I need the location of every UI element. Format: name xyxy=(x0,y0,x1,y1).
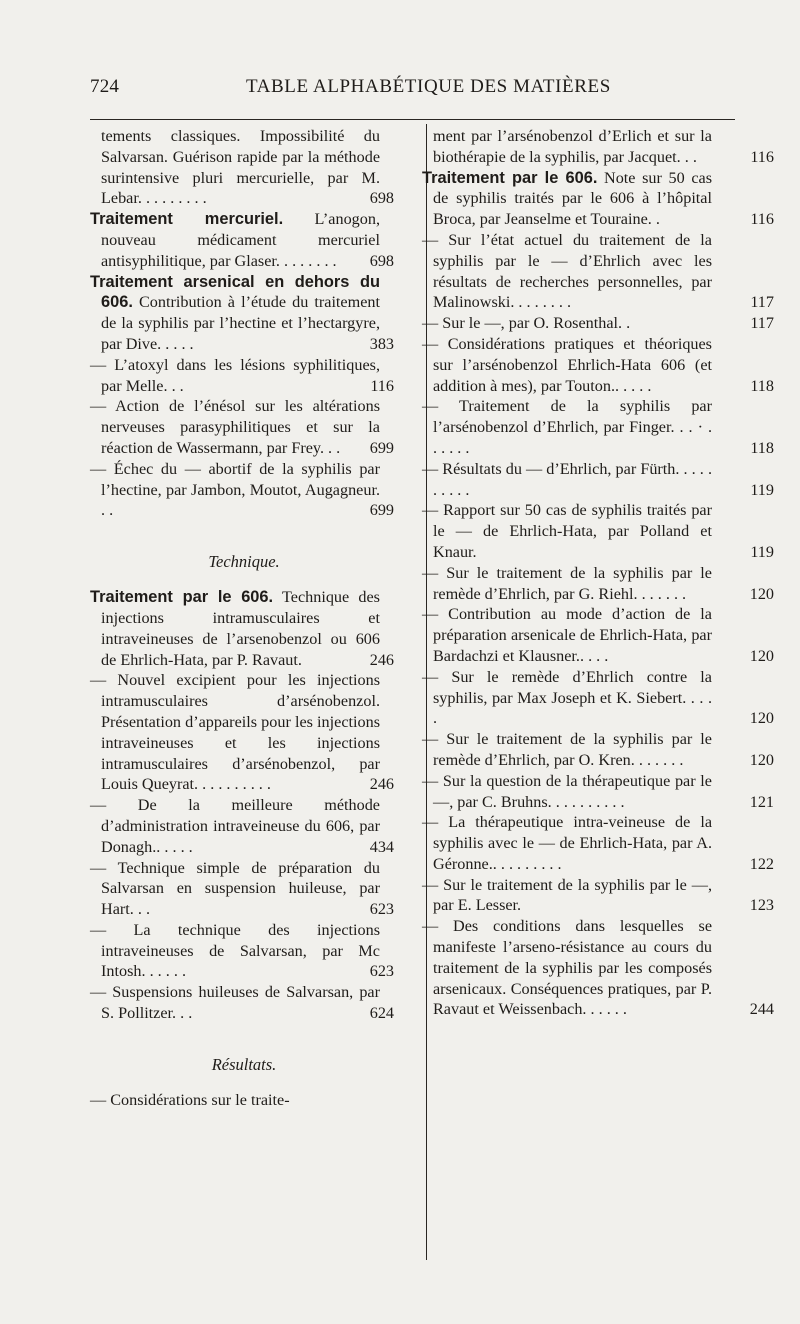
entry-text-block xyxy=(90,355,380,397)
entry-page-number: 122 xyxy=(749,854,774,873)
entries-group xyxy=(422,126,774,1020)
index-entry xyxy=(90,459,394,521)
entry-text: — Échec du — abortif de la syphilis par l’hectine, par Jambon, Moutot, Augagneur. . . xyxy=(90,459,380,520)
index-entry xyxy=(422,313,774,334)
entry-text: — Rapport sur 50 cas de syphilis traités par le — de Ehrlich-Hata, par Polland et Knaur. xyxy=(422,501,712,561)
entry-page-number: 246 xyxy=(369,775,394,794)
entry-page-number: 698 xyxy=(369,251,394,270)
index-entry xyxy=(422,771,774,813)
entry-text-block xyxy=(422,313,712,334)
index-entry xyxy=(90,272,394,355)
entry-page-number: 244 xyxy=(749,1000,774,1019)
entry-page-number: 116 xyxy=(370,376,394,395)
entry-text-block xyxy=(422,604,712,666)
entry-text: — Nouvel excipient pour les injections intramusculaires d’arsénobenzol. Présentation d’appareils pour les injections intraveineuses et les injections intramusculaires d’arsénobenzol, par Louis Queyrat. . . . . . . . . . xyxy=(90,671,380,794)
entry-text: — Considérations pratiques et théoriques sur l’arsénobenzol Ehrlich-Hata 606 (et addition à mes), par Touton.. . . . . xyxy=(422,334,712,395)
index-entry xyxy=(90,920,394,982)
entry-heading: Traitement arsenical en dehors du 606. xyxy=(90,272,380,312)
entry-heading: Traitement mercuriel. xyxy=(90,210,284,229)
entry-page-number: 116 xyxy=(750,210,774,229)
entry-page-number: 123 xyxy=(749,896,774,915)
index-entry xyxy=(422,563,774,605)
entry-text: Note sur 50 cas de syphilis traités par le 606 à l’hôpital Broca, par Jeanselme et Touraine. . xyxy=(433,168,712,229)
entry-page-number: 121 xyxy=(749,792,774,811)
entry-page-number: 623 xyxy=(369,962,394,981)
index-entry xyxy=(422,168,774,230)
page-header xyxy=(0,76,800,106)
entry-page-number: 434 xyxy=(369,837,394,856)
entry-text: Contribution à l’étude du traitement de la syphilis par l’hectine et l’hectargyre, par Dive. . . . . xyxy=(101,293,380,353)
entry-text: — Sur le traitement de la syphilis par le remède d’Ehrlich, par O. Kren. . . . . . . xyxy=(422,730,712,769)
entry-text-block xyxy=(90,209,380,271)
entry-text: L’anogon, nouveau médicament mercuriel antisyphilitique, par Glaser. . . . . . . . xyxy=(101,210,380,270)
entry-text-block xyxy=(422,396,712,458)
subsection-heading-technique: Technique. xyxy=(208,552,280,572)
index-entry xyxy=(90,1090,380,1111)
entry-page-number: 120 xyxy=(749,709,774,728)
entry-text-block xyxy=(90,459,380,521)
running-title: TABLE ALPHABÉTIQUE DES MATIÈRES xyxy=(246,76,611,97)
entry-text: — Sur le traitement de la syphilis par le —, par E. Lesser. xyxy=(422,875,712,915)
entry-page-number: 120 xyxy=(749,646,774,665)
entry-text-block xyxy=(422,563,712,605)
entry-text-block xyxy=(422,667,712,729)
index-entry xyxy=(90,982,394,1024)
entry-text-block xyxy=(422,126,712,168)
index-entry xyxy=(422,916,774,1020)
entry-text-block xyxy=(90,670,380,795)
index-entry xyxy=(422,604,774,666)
entry-text: Technique des injections intramusculaires et intraveineuses de l’arsenobenzol ou 606 de Ehrlich-Hata, par P. Ravaut. xyxy=(101,588,380,669)
entry-text: — Contribution au mode d’action de la préparation arsenicale de Ehrlich-Hata, par Bardachzi et Klausner.. . . . xyxy=(422,605,712,665)
entry-page-number: 119 xyxy=(750,542,774,561)
right-column xyxy=(422,126,774,1020)
entry-page-number: 699 xyxy=(369,501,394,520)
index-entry xyxy=(422,334,774,396)
entry-text: — Sur le remède d’Ehrlich contre la syphilis, par Max Joseph et K. Siebert. . . . . xyxy=(422,667,712,728)
entry-text: — La technique des injections intraveineuses de Salvarsan, par Mc Intosh. . . . . . xyxy=(90,920,380,981)
index-entry xyxy=(422,729,774,771)
entry-text-block xyxy=(90,587,380,670)
entry-text: ment par l’arsénobenzol d’Erlich et sur la biothérapie de la syphilis, par Jacquet. . . xyxy=(433,127,712,166)
entry-text-block xyxy=(90,920,380,982)
entry-page-number: 623 xyxy=(369,900,394,919)
entry-page-number: 118 xyxy=(750,438,774,457)
entry-text: — La thérapeutique intra-veineuse de la syphilis avec le — de Ehrlich-Hata, par A. Géronne.. . . . . . . . . xyxy=(422,813,712,873)
index-entry xyxy=(90,355,394,397)
index-entry xyxy=(422,667,774,729)
entry-text: — Sur le —, par O. Rosenthal. . xyxy=(422,314,631,333)
entries-group xyxy=(90,126,394,521)
entries-group xyxy=(90,587,394,1024)
index-entry xyxy=(422,875,774,917)
page-number: 724 xyxy=(90,76,120,97)
index-entry xyxy=(422,126,774,168)
index-entry xyxy=(422,396,774,458)
entry-text-block xyxy=(90,795,380,857)
index-entry xyxy=(90,126,394,209)
index-entry xyxy=(90,795,394,857)
entry-text-block xyxy=(422,230,712,313)
entry-text: — Résultats du — d’Ehrlich, par Fürth. . . . . . . . . . xyxy=(422,459,712,499)
entry-text-block xyxy=(90,858,380,920)
entry-text: tements classiques. Impossibilité du Salvarsan. Guérison rapide par la méthode surintensive pluri mercurielle, par M. Lebar. . . . . . . . . xyxy=(101,127,380,208)
entry-text-block xyxy=(90,1090,380,1111)
entry-text-block xyxy=(422,812,712,874)
entry-text-block xyxy=(422,771,712,813)
entry-page-number: 120 xyxy=(749,750,774,769)
entry-text: — Des conditions dans lesquelles se manifeste l’arseno-résistance au cours du traitement de la syphilis par les composés arsenicaux. Conséquences pratiques, par P. Ravaut et Weissenbach. . . . . . xyxy=(422,917,712,1019)
entry-text: — Sur l’état actuel du traitement de la syphilis par le — d’Ehrlich avec les résultats de recherches personnelles, par Malinowski. . . . . . . . xyxy=(422,230,712,312)
entries-group xyxy=(90,1090,380,1111)
entry-text: — De la meilleure méthode d’administration intraveineuse du 606, par Donagh.. . . . . xyxy=(90,796,380,856)
header-rule xyxy=(90,119,735,120)
entry-heading: Traitement par le 606. xyxy=(90,588,274,607)
entry-text: — Sur le traitement de la syphilis par le remède d’Ehrlich, par G. Riehl. . . . . . . xyxy=(422,563,712,603)
entry-text-block xyxy=(422,916,712,1020)
entry-text-block xyxy=(90,982,380,1024)
entry-page-number: 118 xyxy=(750,376,774,395)
entry-page-number: 383 xyxy=(369,334,394,353)
entry-page-number: 119 xyxy=(750,480,774,499)
entry-text-block xyxy=(422,334,712,396)
index-entry xyxy=(90,209,394,271)
entry-text: — Action de l’énésol sur les altérations nerveuses parasyphilitiques et sur la réaction de Wassermann, par Frey. . . xyxy=(90,397,380,457)
index-entry xyxy=(90,858,394,920)
entry-text-block xyxy=(90,126,380,209)
entry-page-number: 624 xyxy=(369,1004,394,1023)
index-entry xyxy=(422,500,774,562)
entry-text: — Technique simple de préparation du Salvarsan en suspension huileuse, par Hart. . . xyxy=(90,858,380,919)
entry-text-block xyxy=(422,459,712,501)
entry-text-block xyxy=(90,272,380,355)
entry-text: — L’atoxyl dans les lésions syphilitiques, par Melle. . . xyxy=(90,355,380,395)
left-column xyxy=(90,126,394,1111)
index-entry xyxy=(90,396,394,458)
entry-text-block xyxy=(422,875,712,917)
entry-page-number: 117 xyxy=(750,293,774,312)
index-entry xyxy=(422,812,774,874)
entry-page-number: 117 xyxy=(750,314,774,333)
entry-page-number: 698 xyxy=(369,189,394,208)
entry-text: — Sur la question de la thérapeutique par le —, par C. Bruhns. . . . . . . . . . xyxy=(422,771,712,811)
index-entry xyxy=(90,670,394,795)
entry-text-block xyxy=(422,500,712,562)
entry-page-number: 120 xyxy=(749,584,774,603)
entry-page-number: 246 xyxy=(369,650,394,669)
entry-text-block xyxy=(422,168,712,230)
entry-text-block xyxy=(422,729,712,771)
entry-heading: Traitement par le 606. xyxy=(422,168,598,187)
index-entry xyxy=(422,230,774,313)
entry-text: — Suspensions huileuses de Salvarsan, par S. Pollitzer. . . xyxy=(90,983,380,1023)
index-entry xyxy=(422,459,774,501)
subsection-heading-resultats: Résultats. xyxy=(211,1054,277,1074)
index-entry xyxy=(90,587,394,670)
entry-text: — Traitement de la syphilis par l’arsénobenzol d’Ehrlich, par Finger. . . · . . . . . . xyxy=(422,397,712,457)
entry-page-number: 116 xyxy=(750,147,774,166)
entry-page-number: 699 xyxy=(369,438,394,457)
entry-text: — Considérations sur le traite- xyxy=(90,1090,290,1109)
entry-text-block xyxy=(90,396,380,458)
